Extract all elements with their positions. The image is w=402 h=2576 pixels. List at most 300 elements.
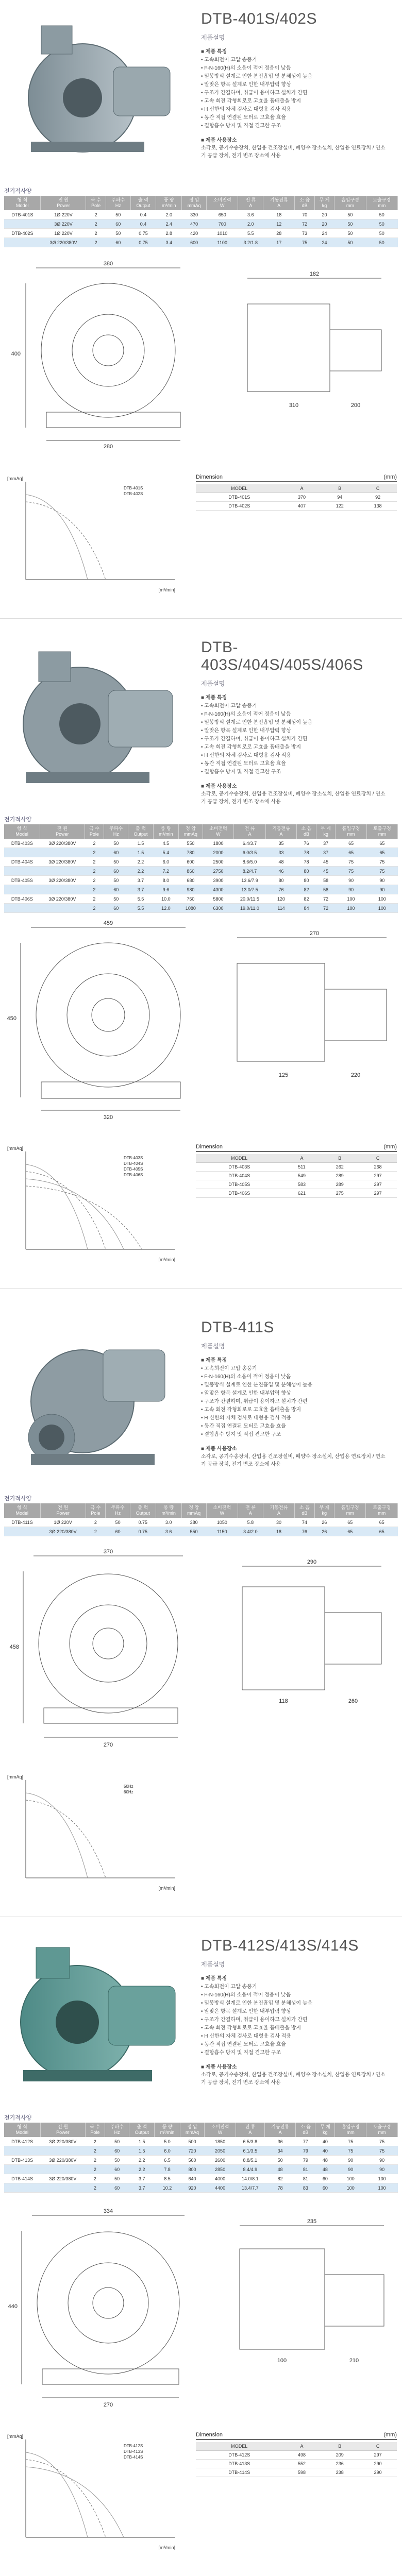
spec-cell: 4300 xyxy=(203,885,233,894)
spec-cell xyxy=(4,219,41,229)
spec-cell: 60 xyxy=(315,2174,335,2183)
feature-item: • H 신한의 자체 검사로 대형용 검사 적용 xyxy=(201,1414,387,1422)
spec-column-header: 형 식 Model xyxy=(4,1503,40,1518)
spec-cell: 65 xyxy=(334,1518,366,1527)
spec-cell: 3Ø 220V xyxy=(41,219,86,229)
performance-curve-line xyxy=(26,1186,142,1249)
spec-table xyxy=(4,196,398,247)
spec-cell: 50 xyxy=(104,894,128,904)
use-locations xyxy=(201,2063,387,2087)
spec-column-header: 기동전류 A xyxy=(265,824,296,839)
spec-column-header: 소 음 dB xyxy=(297,824,316,839)
feature-list xyxy=(201,1975,387,2057)
dim-cell: 297 xyxy=(359,1189,397,1198)
feature-item: • 밀봉방식 설계로 인한 분진흡입 및 분해성이 높음 xyxy=(201,73,387,81)
spec-column-header: 무 게 kg xyxy=(316,824,336,839)
feature-item: • 고속회전이 고압 송풍기 xyxy=(201,1983,387,1991)
feature-list xyxy=(201,48,387,130)
spec-column-header: 흡입구경 mm xyxy=(334,196,366,210)
spec-column-header: 전 원 Power xyxy=(40,2123,85,2137)
spec-row xyxy=(4,857,398,867)
dim-column-header: MODEL xyxy=(196,2442,283,2451)
dim-column-header: B xyxy=(321,1154,359,1163)
product-subtitle: 제품설명 xyxy=(201,1961,225,1968)
spec-cell: 84 xyxy=(297,904,316,913)
spec-cell: 75 xyxy=(295,238,314,247)
performance-curve xyxy=(5,1144,180,1267)
spec-cell: 82 xyxy=(264,2174,296,2183)
feature-item: • 알맞은 항목 설계로 인한 내부압력 향상 xyxy=(201,727,387,735)
spec-cell: 36 xyxy=(264,2137,296,2146)
spec-cell: 24 xyxy=(314,229,334,238)
spec-cell: 10.0 xyxy=(153,894,178,904)
spec-cell: 1080 xyxy=(178,904,203,913)
spec-cell: 3Ø 220/380V xyxy=(40,857,85,867)
curve-legend-entry: DTB-413S xyxy=(124,2449,143,2454)
dim-cell: DTB-406S xyxy=(196,1189,283,1198)
spec-cell: 3Ø 220/380V xyxy=(41,238,86,247)
spec-cell: 77 xyxy=(296,2137,315,2146)
dim-label: 210 xyxy=(349,2358,359,2364)
spec-cell xyxy=(4,904,40,913)
dimension-table xyxy=(196,484,397,511)
product-subtitle: 제품설명 xyxy=(201,34,225,41)
spec-cell: 8.4/4.9 xyxy=(236,2165,264,2174)
spec-label: 전기적사양 xyxy=(4,188,32,194)
spec-cell: 73 xyxy=(295,229,314,238)
spec-cell: 70 xyxy=(295,210,314,219)
y-axis-label: [mmAq] xyxy=(7,2434,24,2439)
spec-cell xyxy=(4,2146,40,2156)
spec-cell xyxy=(40,2183,85,2193)
blower-photo xyxy=(10,639,180,793)
feature-item: • 고속 회전 각형회로로 고효율 흡배출을 방지 xyxy=(201,97,387,106)
spec-cell: 8.8/5.1 xyxy=(236,2156,264,2165)
spec-row xyxy=(4,885,398,894)
x-axis-label: [m³/min] xyxy=(158,2545,175,2550)
spec-cell: 20 xyxy=(314,219,334,229)
spec-cell: 2 xyxy=(86,238,106,247)
spec-column-header: 극 수 Pole xyxy=(85,824,104,839)
dim-column-header: B xyxy=(321,2442,359,2451)
spec-cell: 1Ø 220V xyxy=(40,1518,86,1527)
uses-text: 소각로, 공기수송장치, 산업용 건조장설비, 폐양수 장소설치, 산업용 연료장치 / 연소기 공급 장치, 전기 변조 장소에 사용 xyxy=(201,791,386,805)
use-locations xyxy=(201,137,387,160)
product-title: DTB-412S/413S/414S xyxy=(201,1937,359,1954)
performance-curve-line xyxy=(26,1179,124,1249)
spec-cell: 50 xyxy=(104,876,128,885)
spec-cell: 100 xyxy=(366,2174,398,2183)
performance-curve xyxy=(5,2432,180,2555)
spec-cell: 2 xyxy=(86,229,106,238)
spec-cell: DTB-402S xyxy=(4,229,41,238)
spec-cell xyxy=(4,2165,40,2174)
dim-label: 260 xyxy=(348,1698,358,1704)
dimension-title: Dimension xyxy=(196,2432,223,2438)
spec-cell: DTB-403S xyxy=(4,839,40,848)
dim-label: 220 xyxy=(350,1072,361,1078)
dim-label: 440 xyxy=(8,2303,18,2310)
spec-cell: 0.75 xyxy=(130,238,156,247)
spec-cell: 58 xyxy=(316,885,336,894)
feature-item: • 밀봉방식 설계로 인한 분진흡입 및 분해성이 높음 xyxy=(201,1381,387,1389)
spec-cell: 750 xyxy=(178,894,203,904)
spec-column-header: 소비전력 W xyxy=(203,824,233,839)
dimension-title: Dimension xyxy=(196,1144,223,1150)
spec-row xyxy=(4,2156,398,2165)
spec-cell: 60 xyxy=(104,885,128,894)
spec-cell: 420 xyxy=(182,229,207,238)
performance-curve xyxy=(5,474,180,598)
spec-column-header: 무 게 kg xyxy=(314,196,334,210)
spec-cell: 17 xyxy=(263,238,295,247)
spec-column-header: 정 압 mmAq xyxy=(178,824,203,839)
dimension-table-box xyxy=(196,2432,397,2477)
spec-cell: 48 xyxy=(315,2156,335,2165)
spec-cell xyxy=(40,2146,85,2156)
dim-cell: 289 xyxy=(321,1180,359,1189)
spec-cell: 2 xyxy=(85,2156,105,2165)
spec-cell: 60 xyxy=(106,219,130,229)
spec-cell: 35 xyxy=(265,839,296,848)
uses-text: 소각로, 공기수송장치, 산업용 건조장설비, 폐양수 장소설치, 산업용 연료장치 / 연소기 공급 장치, 전기 변조 장소에 사용 xyxy=(201,2072,386,2086)
dim-cell: DTB-404S xyxy=(196,1172,283,1180)
dim-cell: 598 xyxy=(283,2468,321,2477)
performance-curve-line xyxy=(26,502,106,580)
spec-cell: 8.5 xyxy=(155,2174,180,2183)
spec-cell: 10.2 xyxy=(155,2183,180,2193)
performance-curve-line xyxy=(26,1172,106,1249)
spec-cell: 550 xyxy=(178,839,203,848)
spec-cell: 2 xyxy=(85,839,104,848)
spec-cell: DTB-405S xyxy=(4,876,40,885)
dim-cell: 262 xyxy=(321,1163,359,1172)
dimension-table xyxy=(196,2442,397,2477)
performance-curve-line xyxy=(26,1793,88,1878)
dim-label: 270 xyxy=(103,1742,113,1748)
spec-column-header: 소 음 dB xyxy=(296,2123,315,2137)
spec-cell: 46 xyxy=(265,867,296,876)
y-axis-label: [mmAq] xyxy=(7,1146,24,1151)
spec-cell: 60 xyxy=(104,904,128,913)
spec-cell: 100 xyxy=(366,2183,398,2193)
performance-curve-line xyxy=(26,1800,106,1878)
spec-cell: 500 xyxy=(180,2137,204,2146)
features-heading: ■ 제품 특징 xyxy=(201,1358,227,1363)
dimension-table-box xyxy=(196,474,397,511)
spec-cell: 0.75 xyxy=(130,229,156,238)
feature-item: • 밀봉방식 설계로 인한 분진흡입 및 분해성이 높음 xyxy=(201,1999,387,2008)
spec-column-header: 전 류 A xyxy=(238,1503,263,1518)
spec-cell: 90 xyxy=(335,2165,366,2174)
dim-label: 270 xyxy=(309,930,320,937)
spec-cell: 2 xyxy=(85,876,104,885)
spec-table xyxy=(4,824,398,913)
dim-label: 200 xyxy=(350,402,361,409)
dimension-drawing xyxy=(5,1546,397,1752)
product-info xyxy=(201,1319,387,1468)
spec-cell: DTB-412S xyxy=(4,2137,40,2146)
feature-item: • 동간 직접 연결된 모터로 고효율 효율 xyxy=(201,1422,387,1431)
dim-row xyxy=(196,1180,397,1189)
spec-cell: 33 xyxy=(265,848,296,857)
spec-cell: 26 xyxy=(314,1527,334,1536)
spec-cell: 65 xyxy=(366,1518,398,1527)
spec-cell: 65 xyxy=(366,848,397,857)
spec-cell: 90 xyxy=(336,876,366,885)
spec-cell: 114 xyxy=(265,904,296,913)
spec-column-header: 형 식 Model xyxy=(4,196,41,210)
dim-row xyxy=(196,2460,397,2468)
spec-column-header: 전 류 A xyxy=(236,2123,264,2137)
spec-column-header: 토출구경 mm xyxy=(366,1503,398,1518)
product-title: DTB-401S/402S xyxy=(201,10,317,27)
dim-label: 458 xyxy=(9,1644,19,1650)
spec-cell: 1150 xyxy=(206,1527,238,1536)
spec-row xyxy=(4,2146,398,2156)
dim-cell: 297 xyxy=(359,1172,397,1180)
spec-row xyxy=(4,2137,398,2146)
spec-cell: 6300 xyxy=(203,904,233,913)
spec-cell: 90 xyxy=(335,2156,366,2165)
spec-cell: 470 xyxy=(182,219,207,229)
dim-cell: DTB-402S xyxy=(196,502,283,511)
spec-cell: DTB-401S xyxy=(4,210,41,219)
spec-cell: 79 xyxy=(296,2156,315,2165)
dim-row xyxy=(196,493,397,502)
spec-cell: 2 xyxy=(85,867,104,876)
dimension-title: Dimension xyxy=(196,474,223,480)
spec-cell: 800 xyxy=(180,2165,204,2174)
spec-cell: 330 xyxy=(182,210,207,219)
spec-cell: 6.4/3.7 xyxy=(234,839,266,848)
spec-cell: 1Ø 220V xyxy=(41,210,86,219)
dim-label: 182 xyxy=(309,271,320,277)
dim-label: 125 xyxy=(278,1072,289,1078)
dim-label: 100 xyxy=(277,2358,287,2364)
spec-column-header: 풍 량 m³/min xyxy=(156,196,182,210)
spec-cell: 50 xyxy=(264,2156,296,2165)
spec-cell: 3Ø 220/380V xyxy=(40,894,85,904)
dim-cell: 209 xyxy=(321,2451,359,2460)
spec-cell: 65 xyxy=(366,1527,398,1536)
feature-item: • 결합흡수 방지 및 직접 견고한 구조 xyxy=(201,2049,387,2057)
spec-column-header: 토출구경 mm xyxy=(366,2123,398,2137)
spec-row xyxy=(4,2183,398,2193)
curve-svg xyxy=(5,1772,180,1896)
spec-cell: 48 xyxy=(315,2165,335,2174)
spec-cell: 1850 xyxy=(205,2137,236,2146)
spec-column-header: 풍 량 m³/min xyxy=(153,824,178,839)
feature-item: • 구조가 간결하며, 취급이 용이하고 설치가 간편 xyxy=(201,89,387,97)
spec-cell: 50 xyxy=(106,1518,130,1527)
dim-cell: 549 xyxy=(283,1172,321,1180)
spec-cell: 2850 xyxy=(205,2165,236,2174)
spec-cell: 50 xyxy=(366,210,397,219)
uses-heading: ■ 제품 사용장소 xyxy=(201,2064,237,2070)
spec-cell: 78 xyxy=(297,848,316,857)
spec-cell: 72 xyxy=(316,894,336,904)
spec-row xyxy=(4,2174,398,2183)
spec-cell: 3Ø 220/380V xyxy=(40,2174,85,2183)
spec-table xyxy=(4,2123,398,2193)
dim-row xyxy=(196,1189,397,1198)
dim-cell: 94 xyxy=(321,493,359,502)
spec-row xyxy=(4,1527,398,1536)
spec-cell: 3.0 xyxy=(156,1518,181,1527)
spec-cell: 80 xyxy=(297,867,316,876)
spec-column-header: 출 력 Output xyxy=(128,824,153,839)
dim-cell: DTB-413S xyxy=(196,2460,283,2468)
spec-cell: 75 xyxy=(336,857,366,867)
spec-cell: 680 xyxy=(178,876,203,885)
spec-cell: 920 xyxy=(180,2183,204,2193)
spec-cell: 19.0/11.0 xyxy=(234,904,266,913)
spec-cell: 780 xyxy=(178,848,203,857)
use-locations xyxy=(201,1445,387,1468)
spec-cell: 28 xyxy=(263,229,295,238)
spec-cell: 79 xyxy=(296,2146,315,2156)
spec-column-header: 기동전류 A xyxy=(263,196,295,210)
spec-cell: 5.5 xyxy=(128,894,153,904)
spec-cell: 0.75 xyxy=(130,1518,156,1527)
spec-cell xyxy=(4,2183,40,2193)
spec-cell: 5800 xyxy=(203,894,233,904)
performance-curve xyxy=(5,1772,180,1896)
features-heading: ■ 제품 특징 xyxy=(201,49,227,55)
spec-cell: 700 xyxy=(207,219,238,229)
blower-photo xyxy=(10,1319,180,1473)
dim-cell: 297 xyxy=(359,2451,397,2460)
spec-cell: 0.75 xyxy=(130,1527,156,1536)
spec-column-header: 주파수 Hz xyxy=(105,2123,129,2137)
spec-cell: 60 xyxy=(104,867,128,876)
spec-cell: 3Ø 220/380V xyxy=(40,1527,86,1536)
spec-cell: 2.0 xyxy=(156,210,182,219)
spec-cell: 720 xyxy=(180,2146,204,2156)
spec-cell: DTB-406S xyxy=(4,894,40,904)
dim-column-header: A xyxy=(283,484,321,493)
spec-column-header: 토출구경 mm xyxy=(366,824,397,839)
blower-photo xyxy=(10,1937,180,2092)
spec-column-header: 토출구경 mm xyxy=(366,196,397,210)
spec-column-header: 전 원 Power xyxy=(40,824,85,839)
spec-table xyxy=(4,1503,398,1536)
spec-row xyxy=(4,2165,398,2174)
dim-cell: 290 xyxy=(359,2460,397,2468)
dim-row xyxy=(196,2451,397,2460)
dim-cell: 552 xyxy=(283,2460,321,2468)
spec-cell: 60 xyxy=(315,2183,335,2193)
spec-cell: 50 xyxy=(334,210,366,219)
dim-cell: 238 xyxy=(321,2468,359,2477)
dimension-table xyxy=(196,1154,397,1198)
spec-cell: 6.0 xyxy=(153,857,178,867)
spec-row xyxy=(4,1518,398,1527)
spec-cell: 60 xyxy=(105,2146,129,2156)
dimension-drawing xyxy=(5,258,397,453)
spec-column-header: 출 력 Output xyxy=(130,196,156,210)
spec-column-header: 극 수 Pole xyxy=(86,196,106,210)
dim-label: 280 xyxy=(103,444,113,450)
spec-column-header: 형 식 Model xyxy=(4,2123,40,2137)
spec-row xyxy=(4,904,398,913)
spec-cell: 50 xyxy=(105,2174,129,2183)
spec-cell: 8.6/5.0 xyxy=(234,857,266,867)
feature-item: • 알맞은 항목 설계로 인한 내부압력 향상 xyxy=(201,2008,387,2016)
dimension-drawing xyxy=(5,917,397,1123)
spec-cell: 60 xyxy=(104,848,128,857)
spec-cell: 50 xyxy=(334,229,366,238)
spec-label: 전기적사양 xyxy=(4,1496,32,1502)
spec-column-header: 무 게 kg xyxy=(314,1503,334,1518)
spec-column-header: 전 원 Power xyxy=(41,196,86,210)
spec-cell: 3.7 xyxy=(129,2183,155,2193)
y-axis-label: [mmAq] xyxy=(7,1774,24,1780)
spec-column-header: 소비전력 W xyxy=(206,1503,238,1518)
product-info xyxy=(201,639,387,806)
spec-cell: 100 xyxy=(336,894,366,904)
spec-column-header: 전 류 A xyxy=(238,196,263,210)
dimension-table-box xyxy=(196,1144,397,1198)
spec-cell: 50 xyxy=(106,210,130,219)
spec-cell: 76 xyxy=(265,885,296,894)
x-axis-label: [m³/min] xyxy=(158,587,175,592)
blower-photo xyxy=(10,10,180,165)
spec-cell: 2500 xyxy=(203,857,233,867)
dim-cell: 583 xyxy=(283,1180,321,1189)
dim-row xyxy=(196,1172,397,1180)
spec-cell: 1800 xyxy=(203,839,233,848)
dimension-unit: (mm) xyxy=(383,1144,397,1150)
spec-row xyxy=(4,894,398,904)
dim-label: 450 xyxy=(7,1015,16,1022)
spec-cell: 76 xyxy=(295,1527,314,1536)
dimension-unit: (mm) xyxy=(383,2432,397,2438)
feature-item: • 동간 직접 연결된 모터로 고효율 효율 xyxy=(201,2041,387,2049)
feature-item: • 밀봉방식 설계로 인한 분진흡입 및 분해성이 높음 xyxy=(201,719,387,727)
curve-legend-entry: DTB-403S xyxy=(124,1156,143,1160)
spec-cell: 3900 xyxy=(203,876,233,885)
spec-cell: 3.6 xyxy=(156,1527,181,1536)
spec-cell: 2 xyxy=(85,885,104,894)
spec-cell: 2050 xyxy=(205,2146,236,2156)
spec-cell: 100 xyxy=(366,894,397,904)
spec-cell: 0.4 xyxy=(130,210,156,219)
dim-column-header: MODEL xyxy=(196,484,283,493)
spec-cell: 2 xyxy=(85,2146,105,2156)
dim-cell: 297 xyxy=(359,1180,397,1189)
curve-legend-entry: DTB-401S xyxy=(124,486,143,490)
spec-cell: 6.5 xyxy=(155,2156,180,2165)
uses-heading: ■ 제품 사용장소 xyxy=(201,784,237,789)
product-info xyxy=(201,1937,387,2087)
dim-column-header: MODEL xyxy=(196,1154,283,1163)
spec-cell: 80 xyxy=(297,876,316,885)
feature-item: • 구조가 간결하며, 취급이 용이하고 설치가 간편 xyxy=(201,1398,387,1406)
feature-item: • 고속 회전 각형회로로 고효율 흡배출을 방지 xyxy=(201,1406,387,1414)
spec-cell: 2 xyxy=(85,2165,105,2174)
feature-item: • 알맞은 항목 설계로 인한 내부압력 향상 xyxy=(201,81,387,89)
spec-cell: 3.4/2.0 xyxy=(238,1527,263,1536)
spec-row xyxy=(4,238,398,247)
spec-cell: 1.5 xyxy=(129,2137,155,2146)
spec-cell: 2 xyxy=(86,219,106,229)
spec-cell: 12.0 xyxy=(153,904,178,913)
spec-cell: 100 xyxy=(335,2174,366,2183)
curve-svg xyxy=(5,474,180,598)
spec-cell: 3.7 xyxy=(128,885,153,894)
